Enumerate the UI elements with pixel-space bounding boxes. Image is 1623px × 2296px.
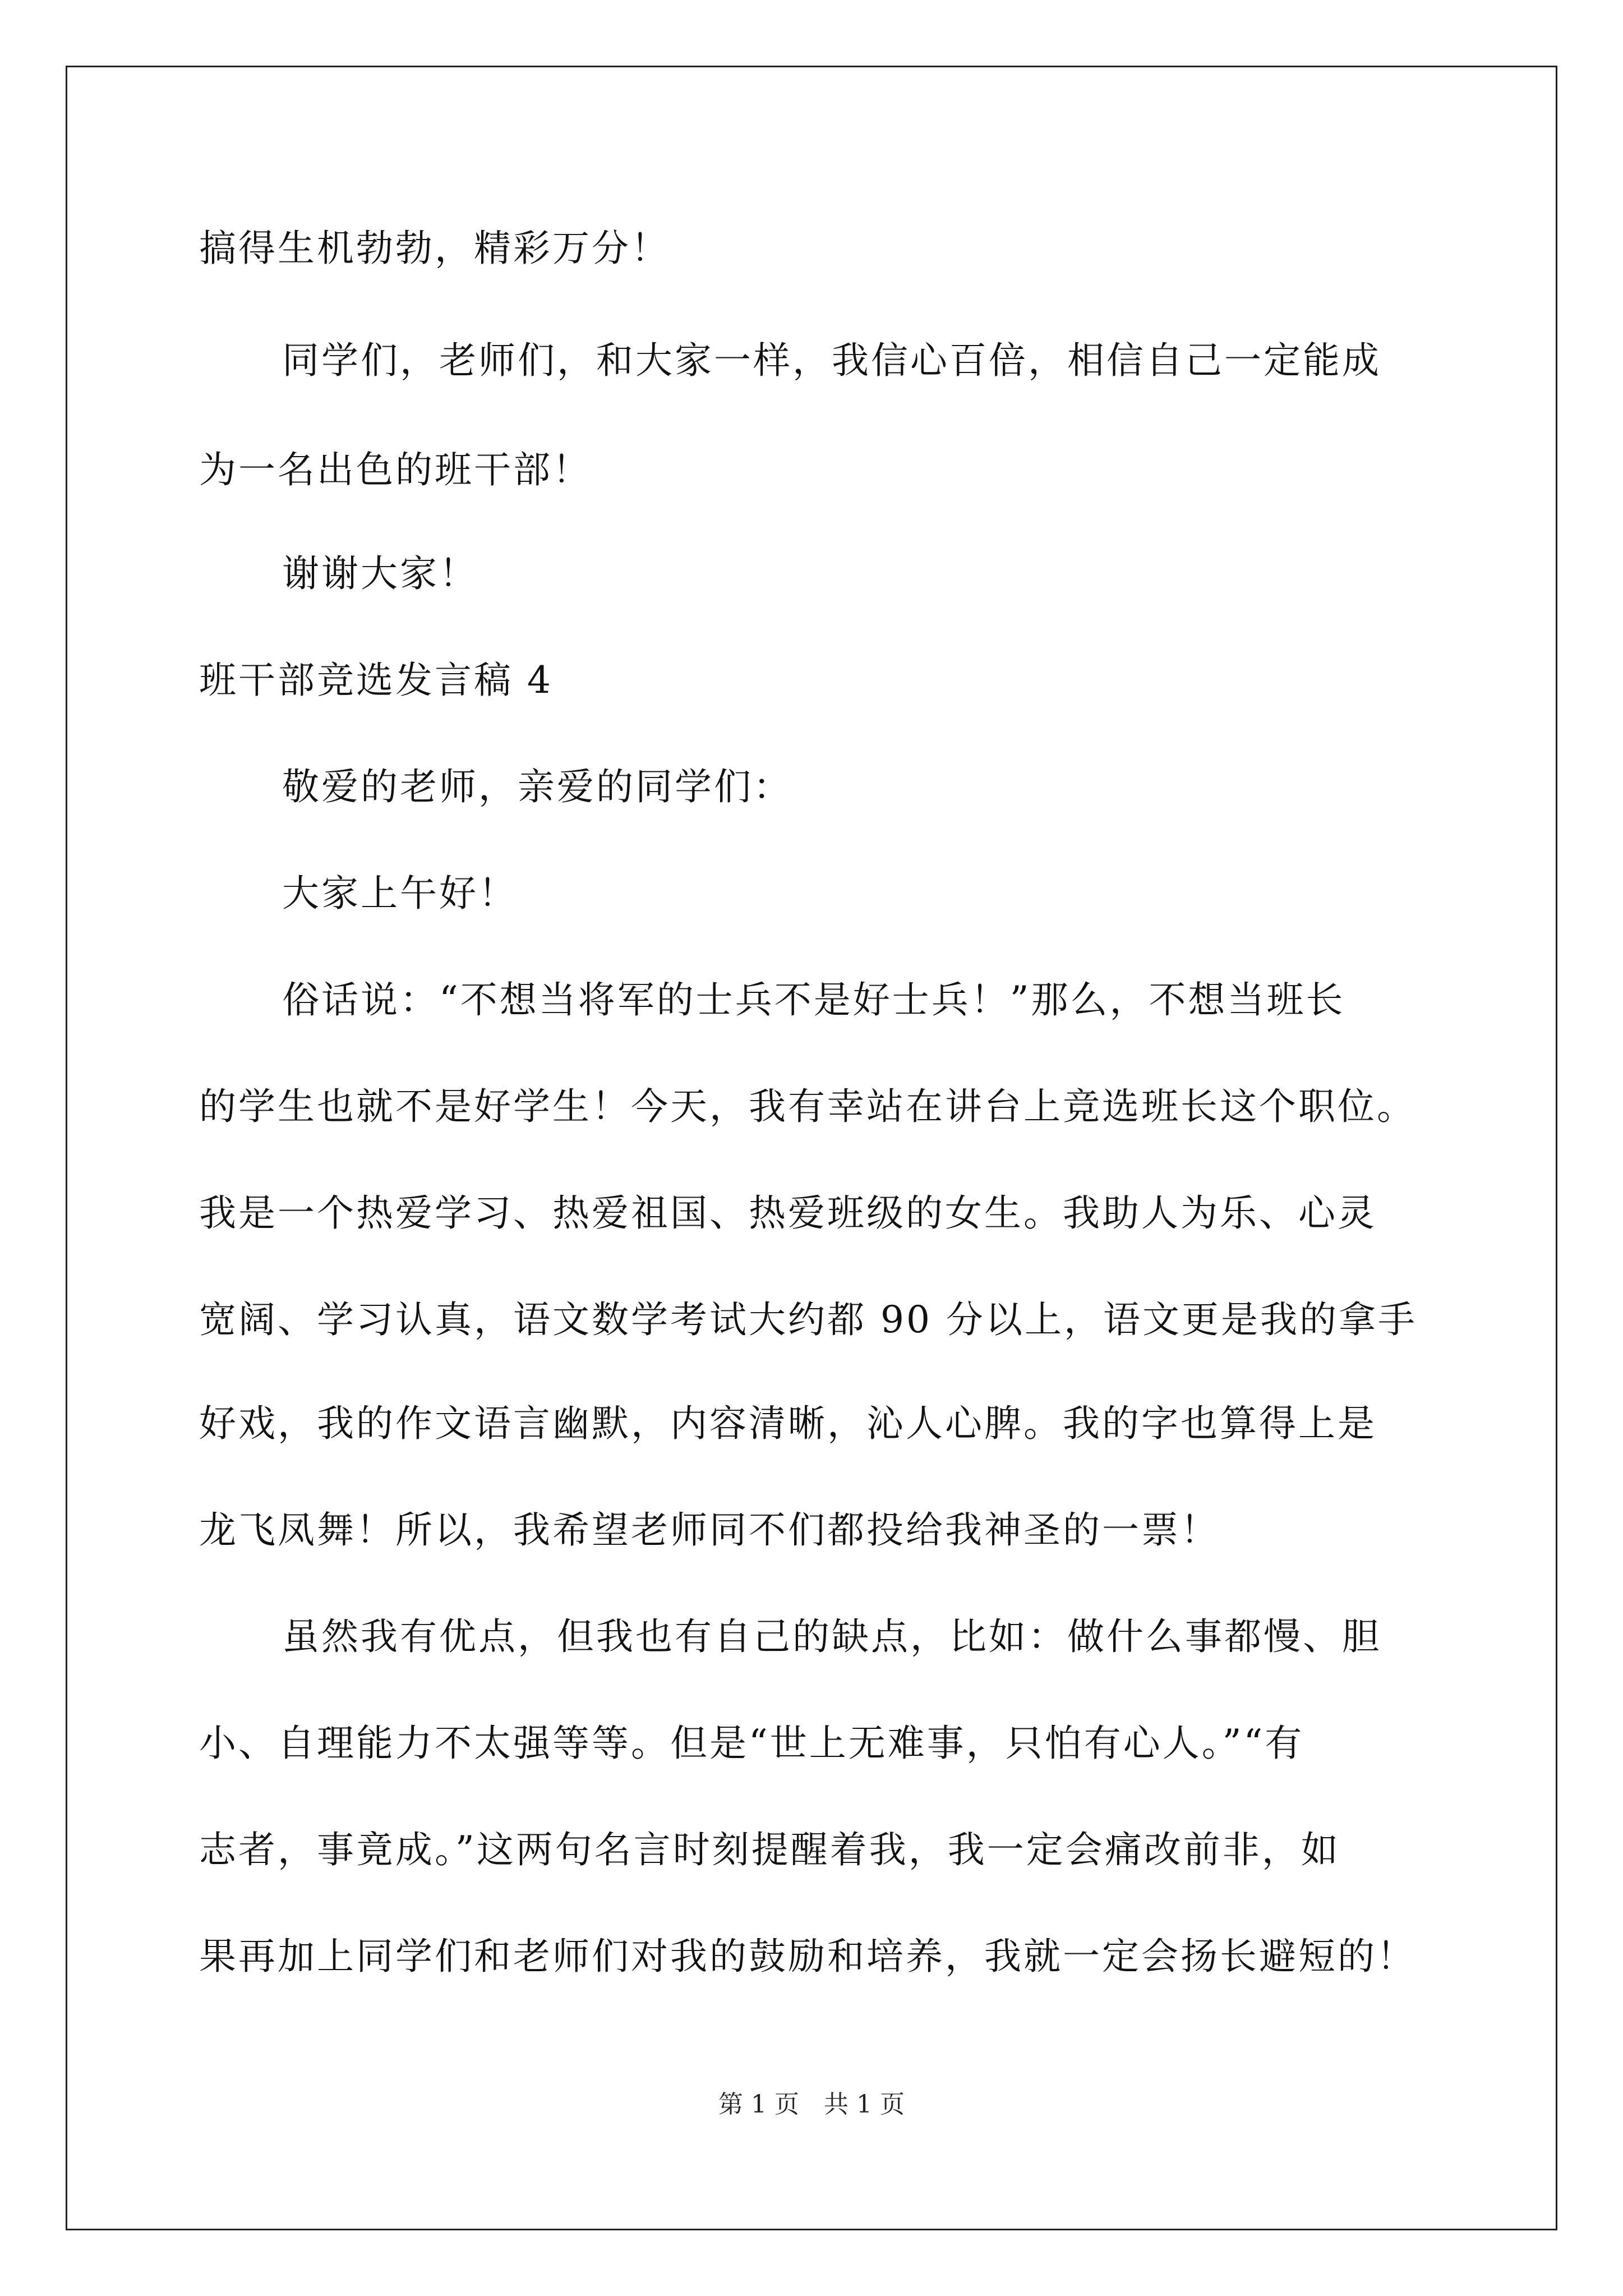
page-border — [66, 66, 1557, 2230]
text-line: 志者，事竟成。”这两句名言时刻提醒着我，我一定会痛改前非，如 — [199, 1828, 1340, 1871]
text-line: 我是一个热爱学习、热爱祖国、热爱班级的女生。我助人为乐、心灵 — [199, 1191, 1377, 1235]
text-line: 好戏，我的作文语言幽默，内容清晰，沁人心脾。我的字也算得上是 — [199, 1402, 1377, 1445]
text-line: 俗话说：“不想当将军的士兵不是好士兵！”那么，不想当班长 — [282, 978, 1345, 1022]
salutation: 敬爱的老师，亲爱的同学们： — [282, 765, 792, 808]
text-line: 虽然我有优点，但我也有自己的缺点，比如：做什么事都慢、胆 — [282, 1615, 1381, 1658]
text-line: 果再加上同学们和老师们对我的鼓励和培养，我就一定会扬长避短的！ — [199, 1935, 1416, 1978]
greeting: 大家上午好！ — [282, 872, 518, 915]
text-line: 同学们，老师们，和大家一样，我信心百倍，相信自己一定能成 — [282, 339, 1381, 382]
text-line: 小、自理能力不太强等等。但是“世上无难事，只怕有心人。”“有 — [199, 1722, 1304, 1765]
text-line: 为一名出色的班干部！ — [199, 448, 592, 491]
section-heading: 班干部竞选发言稿 4 — [199, 659, 553, 702]
text-line: 龙飞凤舞！所以，我希望老师同不们都投给我神圣的一票！ — [199, 1508, 1220, 1552]
text-line: 谢谢大家！ — [282, 552, 478, 595]
text-line: 宽阔、学习认真，语文数学考试大约都 90 分以上，语文更是我的拿手 — [199, 1298, 1417, 1341]
text-line: 的学生也就不是好学生！今天，我有幸站在讲台上竞选班长这个职位。 — [199, 1085, 1416, 1128]
page-number-footer: 第 1 页 共 1 页 — [718, 2090, 905, 2119]
text-line: 搞得生机勃勃，精彩万分！ — [199, 227, 670, 270]
